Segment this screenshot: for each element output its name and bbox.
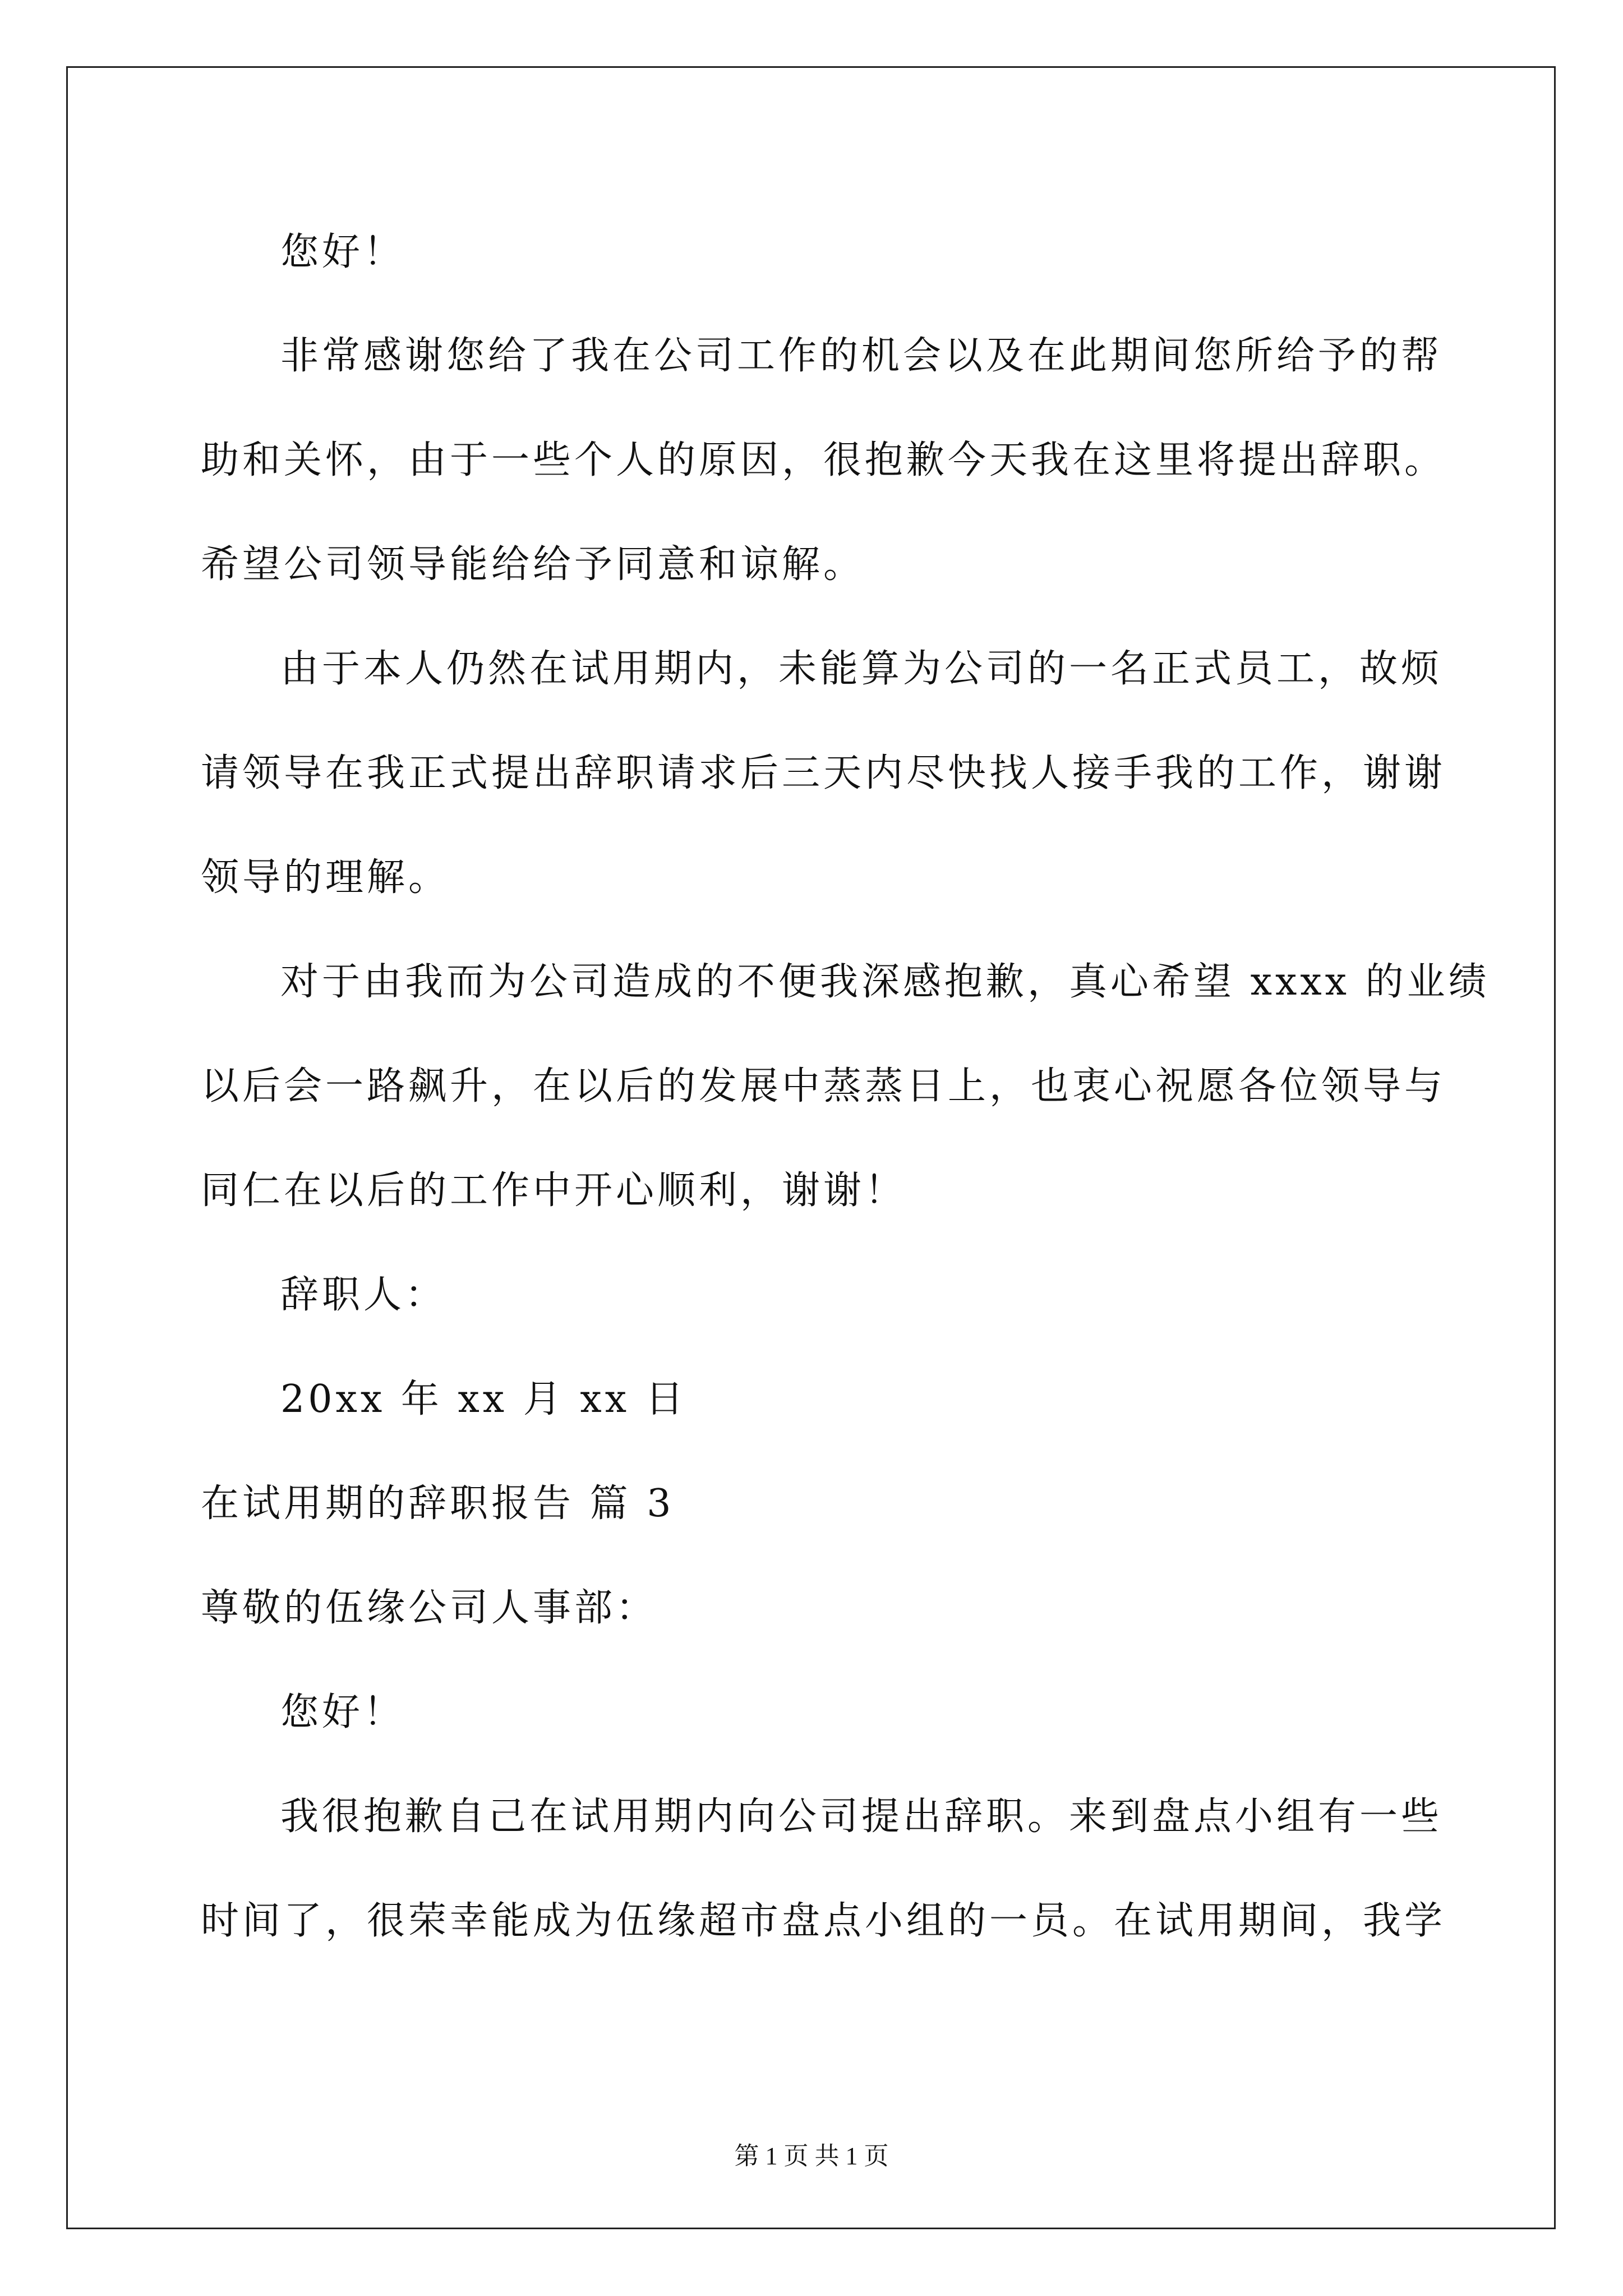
paragraph-line: 助和关怀，由于一些个人的原因，很抱歉今天我在这里将提出辞职。: [201, 438, 1446, 482]
paragraph-line: 非常感谢您给了我在公司工作的机会以及在此期间您所给予的帮: [280, 334, 1443, 378]
paragraph-line: 希望公司领导能给给予同意和谅解。: [201, 542, 865, 587]
paragraph-line: 时间了，很荣幸能成为伍缘超市盘点小组的一员。在试用期间，我学: [201, 1899, 1446, 1943]
salutation-line: 尊敬的伍缘公司人事部：: [201, 1586, 658, 1630]
paragraph-line: 由于本人仍然在试用期内，未能算为公司的一名正式员工，故烦: [280, 647, 1443, 691]
signature-label: 辞职人：: [280, 1273, 447, 1317]
greeting-line: 您好！: [280, 1690, 405, 1734]
date-line: 20xx 年 xx 月 xx 日: [280, 1377, 687, 1421]
paragraph-line: 领导的理解。: [201, 855, 450, 900]
paragraph-line: 以后会一路飙升，在以后的发展中蒸蒸日上，也衷心祝愿各位领导与: [201, 1064, 1446, 1108]
paragraph-line: 我很抱歉自己在试用期内向公司提出辞职。来到盘点小组有一些: [280, 1795, 1443, 1839]
section-heading: 在试用期的辞职报告 篇 3: [201, 1481, 675, 1526]
paragraph-line: 同仁在以后的工作中开心顺利，谢谢！: [201, 1168, 907, 1213]
paragraph-line: 对于由我而为公司造成的不便我深感抱歉，真心希望 xxxx 的业绩: [280, 960, 1490, 1004]
greeting-line: 您好！: [280, 230, 405, 274]
paragraph-line: 请领导在我正式提出辞职请求后三天内尽快找人接手我的工作，谢谢: [201, 751, 1446, 795]
page-footer: 第 1 页 共 1 页: [734, 2142, 889, 2170]
